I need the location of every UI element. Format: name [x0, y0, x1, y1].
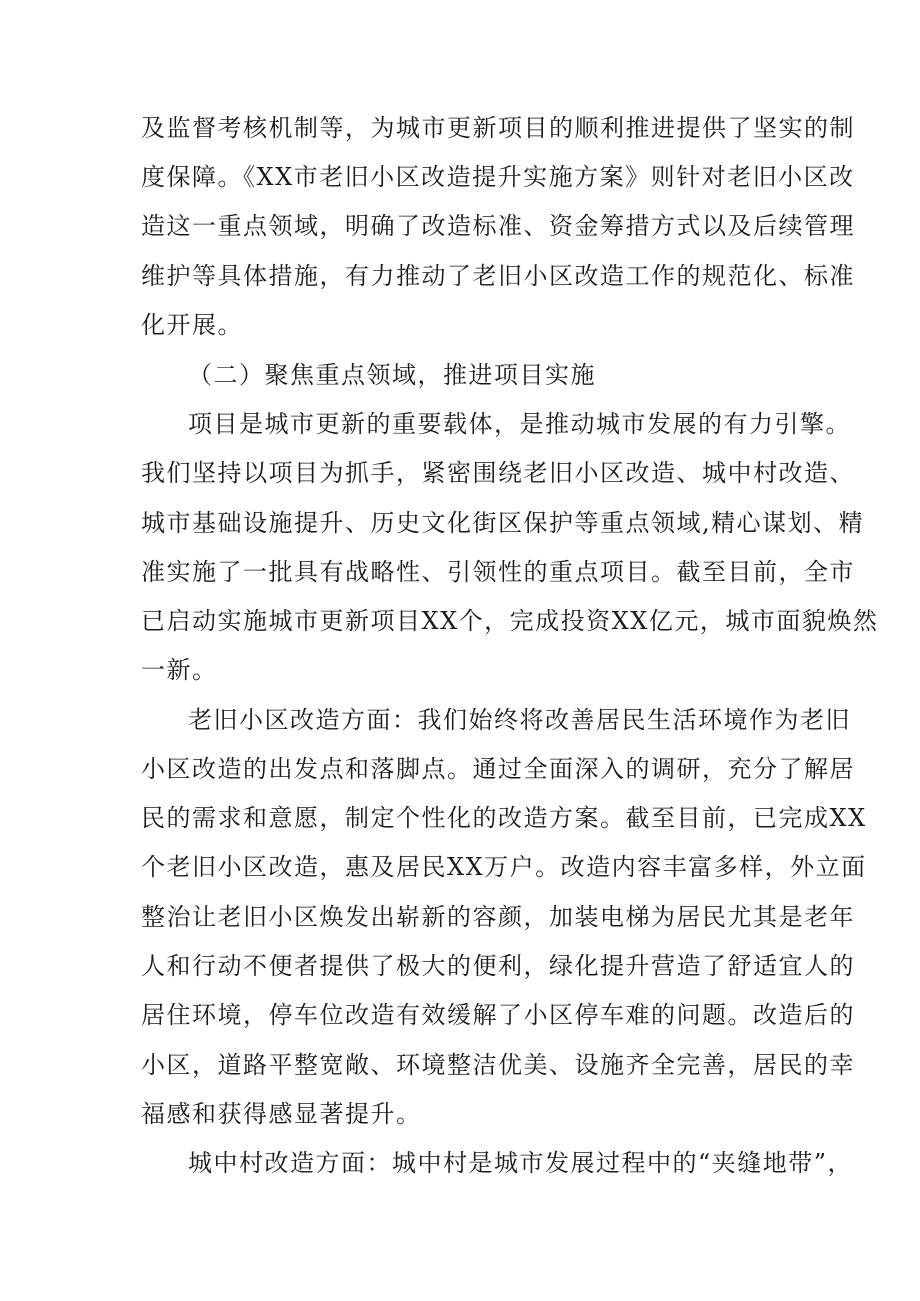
paragraph-first-line: 老旧小区改造方面：我们始终将改善居民生活环境作为老旧: [188, 706, 851, 734]
paragraph-line: 我们坚持以项目为抓手，紧密围绕老旧小区改造、城中村改造、: [141, 459, 855, 487]
paragraph-line: 度保障。《XX市老旧小区改造提升实施方案》则针对老旧小区改: [141, 163, 855, 191]
paragraph-first-line: 项目是城市更新的重要载体，是推动城市发展的有力引擎。: [188, 410, 851, 438]
paragraph-line: 小区，道路平整宽敞、环境整洁优美、设施齐全完善，居民的幸: [141, 1051, 855, 1079]
paragraph-line: 已启动实施城市更新项目XX个，完成投资XX亿元，城市面貌焕然: [141, 607, 879, 635]
paragraph-line: 福感和获得感显著提升。: [141, 1100, 422, 1128]
paragraph-line: 维护等具体措施，有力推动了老旧小区改造工作的规范化、标准: [141, 262, 855, 290]
paragraph-line: 一新。: [141, 656, 218, 684]
paragraph-line: 居住环境，停车位改造有效缓解了小区停车难的问题。改造后的: [141, 1001, 855, 1029]
paragraph-line: 小区改造的出发点和落脚点。通过全面深入的调研，充分了解居: [141, 755, 855, 783]
paragraph-line: 及监督考核机制等，为城市更新项目的顺利推进提供了坚实的制: [141, 114, 855, 142]
paragraph-first-line: 城中村改造方面：城中村是城市发展过程中的“夹缝地带”，: [188, 1149, 854, 1177]
section-heading: （二）聚焦重点领域，推进项目实施: [188, 361, 596, 389]
paragraph-line: 化开展。: [141, 311, 243, 339]
paragraph-line: 城市基础设施提升、历史文化街区保护等重点领域,精心谋划、精: [141, 509, 865, 537]
paragraph-line: 准实施了一批具有战略性、引领性的重点项目。截至目前，全市: [141, 558, 855, 586]
paragraph-line: 个老旧小区改造，惠及居民XX万户。改造内容丰富多样，外立面: [141, 853, 867, 881]
paragraph-line: 民的需求和意愿，制定个性化的改造方案。截至目前，已完成XX: [141, 804, 867, 832]
paragraph-line: 造这一重点领域，明确了改造标准、资金筹措方式以及后续管理: [141, 212, 855, 240]
paragraph-line: 人和行动不便者提供了极大的便利，绿化提升营造了舒适宜人的: [141, 952, 855, 980]
paragraph-line: 整治让老旧小区焕发出崭新的容颜，加装电梯为居民尤其是老年: [141, 903, 855, 931]
